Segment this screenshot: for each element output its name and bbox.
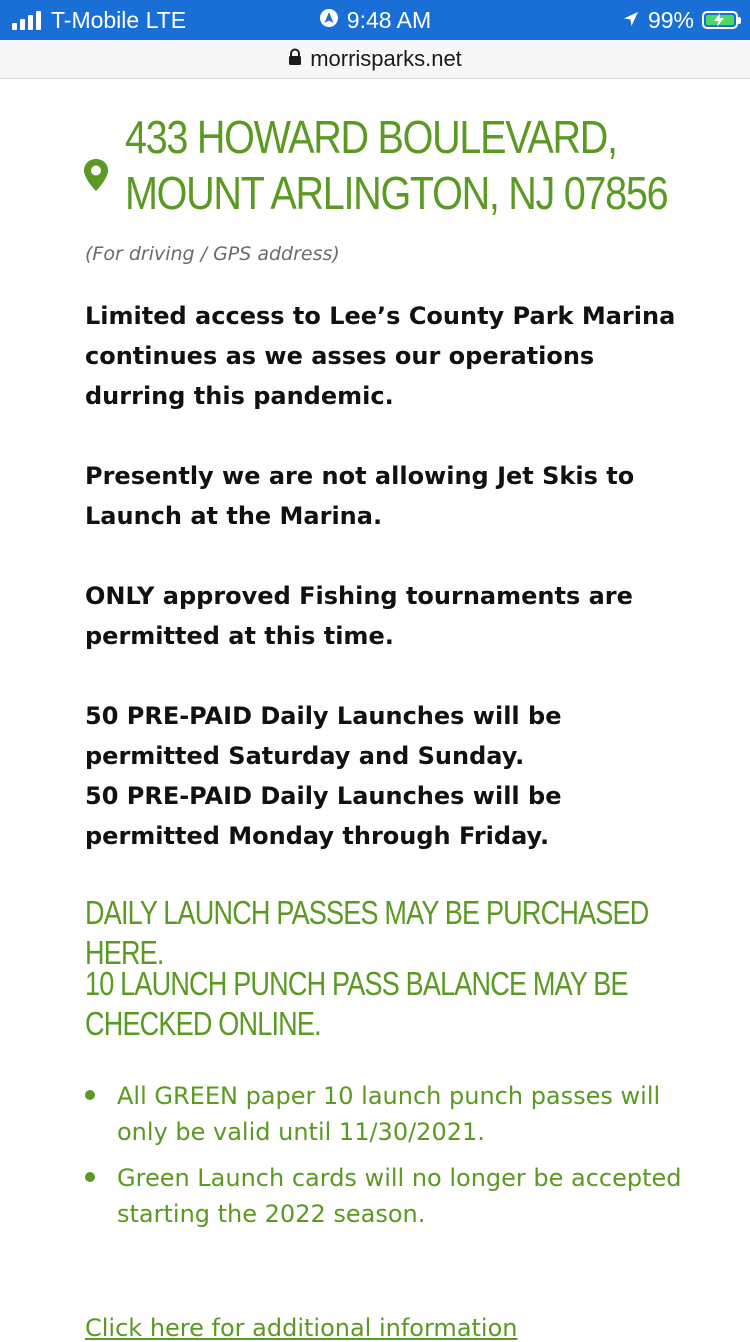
list-item-text: All GREEN paper 10 launch punch passes will only be valid until 11/30/2021. <box>117 1082 661 1146</box>
location-services-icon <box>319 7 339 34</box>
bullet-icon <box>85 1090 95 1100</box>
status-bar <box>0 0 750 40</box>
lock-icon <box>288 46 302 72</box>
address-line-2: MOUNT ARLINGTON, NJ 07856 <box>125 167 668 219</box>
map-pin-icon <box>83 158 109 196</box>
address-line-1: 433 HOWARD BOULEVARD, <box>125 111 617 163</box>
address-bar[interactable] <box>0 40 750 79</box>
bullet-icon <box>85 1172 95 1182</box>
notice-launch-limits <box>85 696 685 856</box>
gps-note: (For driving / GPS address) <box>85 243 340 265</box>
notice-weekend-launches: 50 PRE-PAID Daily Launches will be permitted Saturday and Sunday. <box>85 702 562 770</box>
list-item-text: Green Launch cards will no longer be accepted starting the 2022 season. <box>117 1164 682 1228</box>
daily-passes-link[interactable]: DAILY LAUNCH PASSES MAY BE PURCHASED HERE. <box>85 894 649 971</box>
location-arrow-icon <box>622 7 640 34</box>
notice-fishing-tournaments: ONLY approved Fishing tournaments are permitted at this time. <box>85 582 633 650</box>
additional-info-link[interactable]: Click here for additional information <box>85 1314 518 1342</box>
battery-icon <box>702 11 738 29</box>
punch-pass-balance-link[interactable]: 10 LAUNCH PUNCH PASS BALANCE MAY BE CHECKED ONLINE. <box>85 965 628 1042</box>
list-item <box>85 1078 685 1150</box>
punch-pass-notes <box>85 1078 685 1242</box>
list-item <box>85 1160 685 1232</box>
battery-percent: 99% <box>647 6 694 33</box>
url-text: morrisparks.net <box>310 46 462 71</box>
notice-weekday-launches: 50 PRE-PAID Daily Launches will be permitted Monday through Friday. <box>85 782 562 850</box>
carrier-label: T-Mobile LTE <box>51 6 187 33</box>
notice-limited-access: Limited access to Lee’s County Park Marina continues as we asses our operations durring this pandemic. <box>85 302 676 410</box>
clock: 9:48 AM <box>346 6 432 33</box>
status-right <box>622 0 738 40</box>
notice-jet-skis: Presently we are not allowing Jet Skis to Launch at the Marina. <box>85 462 635 530</box>
